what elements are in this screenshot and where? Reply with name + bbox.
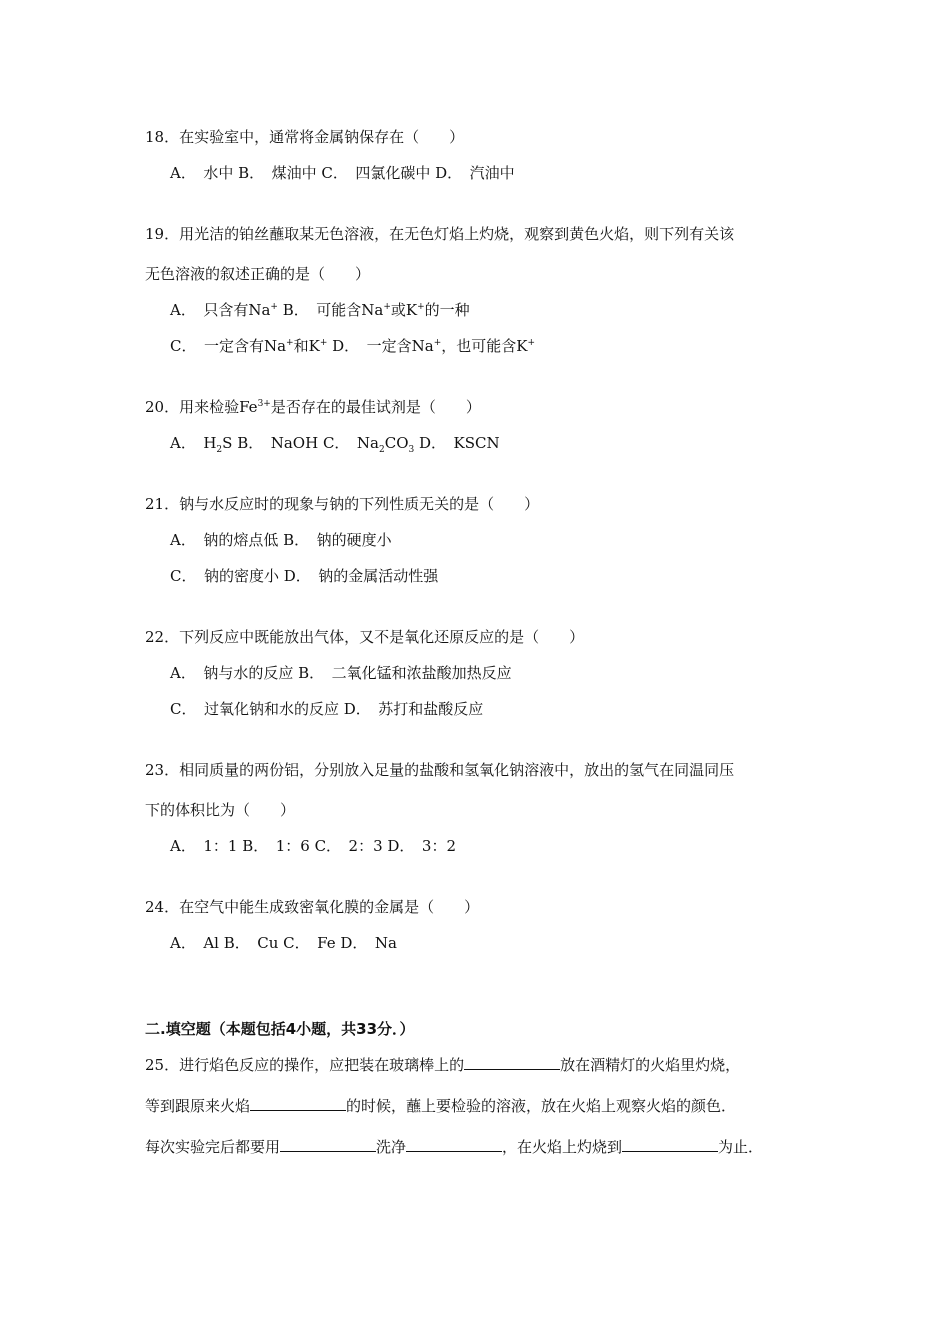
option-text: B． 可能含Na: [277, 301, 384, 319]
question-23-line1: 23．相同质量的两份铝，分别放入足量的盐酸和氢氧化钠溶液中，放出的氢气在同温同压: [145, 761, 735, 779]
question-25-line3: [145, 1137, 763, 1157]
charge-superscript: +: [319, 338, 328, 348]
charge-superscript: +: [527, 338, 536, 348]
answer-blank[interactable]: [464, 1055, 560, 1070]
question-23-options: A． 1：1 B． 1：6 C． 2：3 D． 3：2: [170, 837, 457, 855]
section-title: 二.填空题（本题包括4小题，共33分．）: [145, 1020, 415, 1038]
question-21: 21．钠与水反应时的现象与钠的下列性质无关的是（ ）: [145, 495, 540, 513]
question-21-options-ab: A． 钠的熔点低 B． 钠的硬度小: [170, 531, 392, 549]
question-19-options-ab: [170, 300, 470, 320]
subscript: 2: [378, 445, 385, 455]
charge-superscript: +: [270, 302, 278, 312]
charge-superscript: 3+: [257, 399, 271, 409]
question-25-line1: [145, 1055, 740, 1075]
stem-text: 是否存在的最佳试剂是（ ）: [270, 398, 481, 416]
question-20-options: [170, 433, 500, 453]
charge-superscript: +: [286, 338, 294, 348]
option-text: S B． NaOH C． Na: [222, 434, 379, 452]
stem-text: 20．用来检验Fe: [145, 398, 258, 416]
question-18-options: A． 水中 B． 煤油中 C． 四氯化碳中 D． 汽油中: [170, 164, 515, 182]
stem-text: 25．进行焰色反应的操作，应把装在玻璃棒上的: [145, 1056, 465, 1074]
question-22-options-cd: C． 过氧化钠和水的反应 D． 苏打和盐酸反应: [170, 700, 484, 718]
question-21-options-cd: C． 钠的密度小 D． 钠的金属活动性强: [170, 567, 439, 585]
option-text: 的一种: [424, 301, 470, 319]
subscript: 3: [408, 445, 415, 455]
option-text: D． KSCN: [414, 434, 500, 452]
option-text: D． 一定含Na: [327, 337, 434, 355]
charge-superscript: +: [383, 302, 391, 312]
stem-text: 洗净: [376, 1138, 407, 1156]
answer-blank[interactable]: [280, 1137, 376, 1152]
question-22: 22．下列反应中既能放出气体，又不是氧化还原反应的是（ ）: [145, 628, 585, 646]
question-25-line2: [145, 1096, 736, 1116]
option-text: C． 一定含有Na: [170, 337, 287, 355]
option-text: CO: [384, 434, 409, 452]
question-24: 24．在空气中能生成致密氧化膜的金属是（ ）: [145, 898, 480, 916]
stem-text: 的时候，蘸上要检验的溶液，放在火焰上观察火焰的颜色．: [346, 1097, 737, 1115]
answer-blank[interactable]: [250, 1096, 346, 1111]
option-text: 或K: [390, 301, 418, 319]
stem-text: ，在火焰上灼烧到: [502, 1138, 623, 1156]
stem-text: 等到跟原来火焰: [145, 1097, 251, 1115]
question-19-options-cd: [170, 336, 535, 356]
option-text: A． H: [170, 434, 217, 452]
charge-superscript: +: [433, 338, 442, 348]
charge-superscript: +: [417, 302, 425, 312]
option-text: 和K: [293, 337, 320, 355]
stem-text: 放在酒精灯的火焰里灼烧，: [560, 1056, 741, 1074]
option-text: A． 只含有Na: [170, 301, 271, 319]
question-19-line1: 19．用光洁的铂丝蘸取某无色溶液，在无色灯焰上灼烧，观察到黄色火焰，则下列有关该: [145, 225, 735, 243]
answer-blank[interactable]: [622, 1137, 718, 1152]
option-text: ，也可能含K: [441, 337, 528, 355]
question-24-options: A． Al B． Cu C． Fe D． Na: [170, 934, 397, 952]
stem-text: 每次实验完后都要用: [145, 1138, 281, 1156]
subscript: 2: [216, 445, 223, 455]
question-18: 18．在实验室中，通常将金属钠保存在（ ）: [145, 128, 465, 146]
question-20: [145, 397, 481, 417]
stem-text: 为止．: [718, 1138, 764, 1156]
answer-blank[interactable]: [406, 1137, 502, 1152]
question-19-line2: 无色溶液的叙述正确的是（ ）: [145, 265, 371, 283]
question-22-options-ab: A． 钠与水的反应 B． 二氧化锰和浓盐酸加热反应: [170, 664, 512, 682]
question-23-line2: 下的体积比为（ ）: [145, 801, 296, 819]
